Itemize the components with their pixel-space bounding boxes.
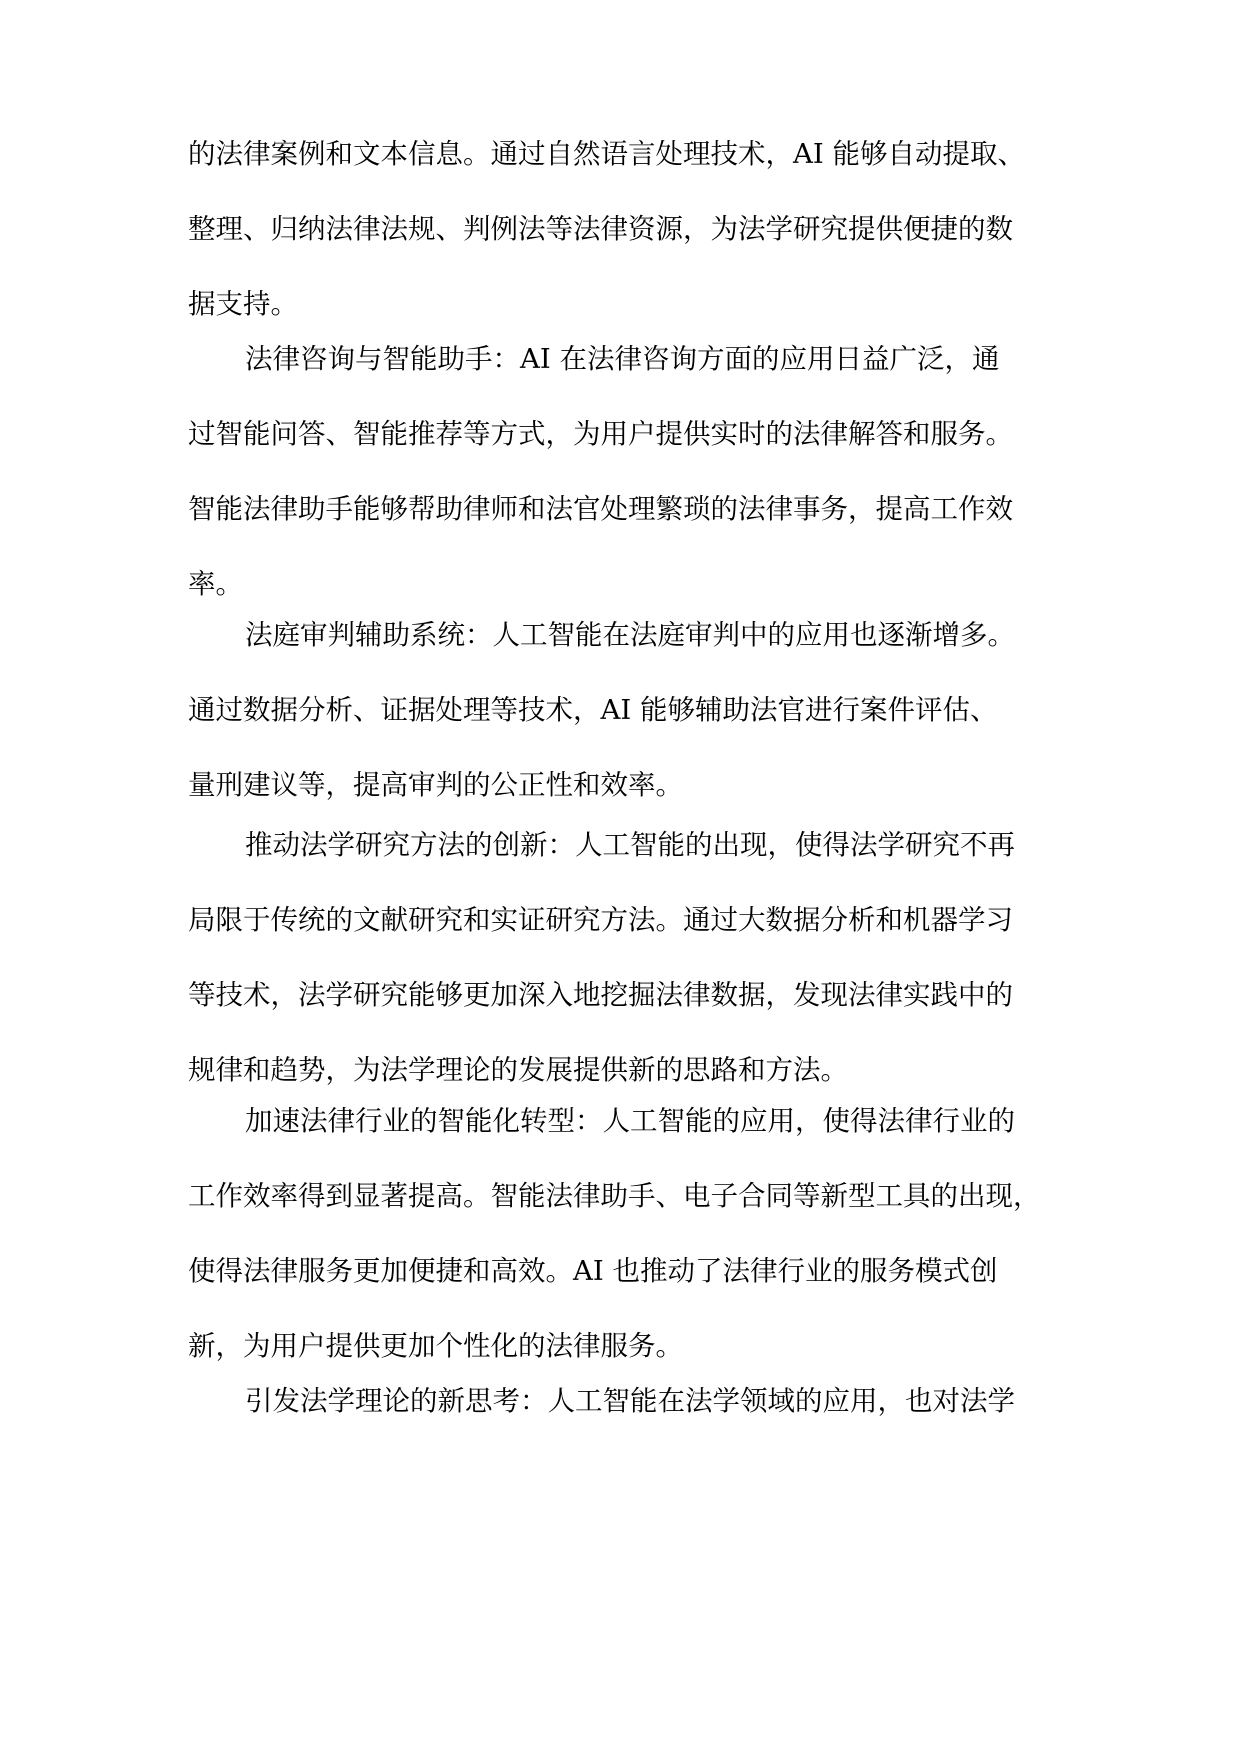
- paragraph-line: 新，为用户提供更加个性化的法律服务。: [188, 1330, 683, 1362]
- paragraph-line: 据支持。: [188, 288, 298, 320]
- paragraph-line: 量刑建议等，提高审判的公正性和效率。: [188, 769, 683, 801]
- paragraph-line: 法律咨询与智能助手：AI 在法律咨询方面的应用日益广泛，通: [245, 343, 1000, 375]
- paragraph-line: 等技术，法学研究能够更加深入地挖掘法律数据，发现法律实践中的: [188, 979, 1013, 1011]
- paragraph-legal-consulting: [188, 322, 1068, 622]
- paragraph-legal-data-processing: [188, 117, 1068, 342]
- paragraph-line: 加速法律行业的智能化转型：人工智能的应用，使得法律行业的: [245, 1105, 1015, 1137]
- paragraph-line: 通过数据分析、证据处理等技术，AI 能够辅助法官进行案件评估、: [188, 694, 998, 726]
- paragraph-line: 工作效率得到显著提高。智能法律助手、电子合同等新型工具的出现，: [188, 1180, 1041, 1212]
- paragraph-line: 法庭审判辅助系统：人工智能在法庭审判中的应用也逐渐增多。: [245, 619, 1015, 651]
- paragraph-line: 推动法学研究方法的创新：人工智能的出现，使得法学研究不再: [245, 829, 1015, 861]
- paragraph-court-trial-assist: [188, 598, 1068, 823]
- paragraph-line: 规律和趋势，为法学理论的发展提供新的思路和方法。: [188, 1054, 848, 1086]
- paragraph-line: 引发法学理论的新思考：人工智能在法学领域的应用，也对法学: [245, 1385, 1015, 1417]
- paragraph-research-innovation: [188, 808, 1068, 1108]
- paragraph-line: 使得法律服务更加便捷和高效。AI 也推动了法律行业的服务模式创: [188, 1255, 998, 1287]
- paragraph-line: 局限于传统的文献研究和实证研究方法。通过大数据分析和机器学习: [188, 904, 1013, 936]
- paragraph-industry-transformation: [188, 1084, 1068, 1384]
- paragraph-line: 智能法律助手能够帮助律师和法官处理繁琐的法律事务，提高工作效: [188, 493, 1013, 525]
- paragraph-legal-theory: [188, 1364, 1068, 1439]
- paragraph-line: 率。: [188, 568, 243, 600]
- paragraph-line: 过智能问答、智能推荐等方式，为用户提供实时的法律解答和服务。: [188, 418, 1013, 450]
- paragraph-line: 整理、归纳法律法规、判例法等法律资源，为法学研究提供便捷的数: [188, 213, 1013, 245]
- paragraph-line: 的法律案例和文本信息。通过自然语言处理技术，AI 能够自动提取、: [188, 138, 1025, 170]
